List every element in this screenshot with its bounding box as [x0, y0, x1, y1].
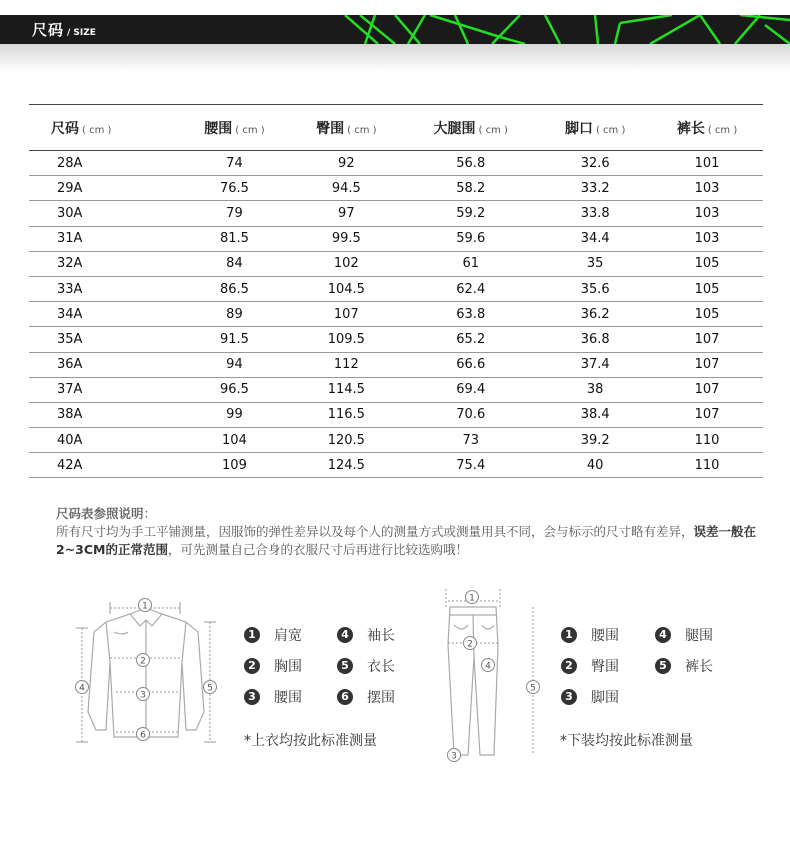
- table-cell: 37A: [29, 377, 179, 402]
- number-badge-icon: 2: [561, 658, 577, 674]
- legend-label: 腿围: [685, 628, 713, 644]
- table-cell: 97: [290, 201, 402, 226]
- table-row: [29, 151, 763, 176]
- table-cell: 29A: [29, 176, 179, 201]
- table-cell: 104: [179, 428, 291, 453]
- legend-item: [561, 656, 619, 676]
- marker-number: 6: [140, 730, 146, 741]
- legend-label: 脚围: [591, 690, 619, 706]
- number-badge-icon: 6: [337, 689, 353, 705]
- shirt-diagram: [68, 592, 228, 752]
- table-cell: 70.6: [402, 402, 539, 427]
- column-header-unit: ( cm ): [235, 124, 265, 136]
- table-cell: 59.2: [402, 201, 539, 226]
- note-heading: 尺码表参照说明: [56, 506, 144, 521]
- number-badge-icon: 3: [561, 689, 577, 705]
- note-colon: ：: [143, 506, 157, 521]
- table-row: [29, 402, 763, 427]
- table-row: [29, 176, 763, 201]
- number-badge-icon: 2: [244, 658, 260, 674]
- number-badge-icon: 3: [244, 689, 260, 705]
- legend-label: 腰围: [274, 690, 302, 706]
- table-cell: 35.6: [539, 276, 651, 301]
- column-header-unit: ( cm ): [595, 124, 626, 136]
- number-badge-icon: 5: [655, 658, 671, 674]
- table-cell: 109: [179, 453, 291, 478]
- marker-number: 2: [467, 639, 473, 650]
- column-header: [29, 105, 179, 151]
- table-cell: 105: [651, 276, 763, 301]
- number-badge-icon: 4: [337, 627, 353, 643]
- column-header: [651, 105, 763, 151]
- column-header-label: 尺码: [51, 120, 79, 137]
- shirt-standard-note: *上衣均按此标准测量: [244, 733, 377, 749]
- marker-number: 4: [79, 683, 85, 694]
- table-cell: 42A: [29, 453, 179, 478]
- note-text-2: ，可先测量自己合身的衣服尺寸后再进行比较选购哦！: [167, 542, 468, 557]
- table-cell: 38.4: [539, 402, 651, 427]
- table-cell: 99: [179, 402, 291, 427]
- table-cell: 107: [651, 402, 763, 427]
- column-header-unit: ( cm ): [478, 124, 508, 136]
- legend-label: 衣长: [367, 659, 395, 675]
- table-cell: 79: [179, 201, 291, 226]
- table-cell: 32.6: [539, 151, 651, 176]
- legend-label: 臀围: [591, 659, 619, 675]
- table-cell: 96.5: [179, 377, 291, 402]
- marker-number: 3: [140, 690, 146, 701]
- column-header-label: 腰围: [204, 120, 233, 137]
- table-header-row: [29, 105, 763, 151]
- table-cell: 61: [402, 251, 539, 276]
- table-cell: 114.5: [290, 377, 402, 402]
- column-header-label: 臀围: [316, 120, 345, 137]
- table-cell: 107: [651, 377, 763, 402]
- legend-item: [561, 687, 619, 707]
- legend-item: [561, 625, 619, 645]
- table-cell: 33.2: [539, 176, 651, 201]
- table-cell: 112: [290, 352, 402, 377]
- table-cell: 91.5: [179, 327, 291, 352]
- table-cell: 35: [539, 251, 651, 276]
- table-cell: 76.5: [179, 176, 291, 201]
- table-cell: 120.5: [290, 428, 402, 453]
- table-cell: 62.4: [402, 276, 539, 301]
- table-cell: 40: [539, 453, 651, 478]
- column-header-unit: ( cm ): [707, 124, 738, 136]
- table-cell: 63.8: [402, 302, 539, 327]
- pants-diagram: [438, 585, 548, 765]
- table-cell: 89: [179, 302, 291, 327]
- column-header: [179, 105, 291, 151]
- marker-number: 1: [142, 601, 148, 612]
- table-cell: 107: [651, 352, 763, 377]
- column-header: [539, 105, 651, 151]
- table-cell: 38A: [29, 402, 179, 427]
- table-cell: 107: [290, 302, 402, 327]
- banner-shadow: [0, 44, 790, 72]
- table-row: [29, 302, 763, 327]
- table-cell: 105: [651, 251, 763, 276]
- table-row: [29, 428, 763, 453]
- table-cell: 56.8: [402, 151, 539, 176]
- table-cell: 101: [651, 151, 763, 176]
- table-cell: 58.2: [402, 176, 539, 201]
- table-cell: 28A: [29, 151, 179, 176]
- table-cell: 69.4: [402, 377, 539, 402]
- table-cell: 92: [290, 151, 402, 176]
- table-cell: 102: [290, 251, 402, 276]
- table-row: [29, 352, 763, 377]
- table-cell: 34A: [29, 302, 179, 327]
- table-cell: 74: [179, 151, 291, 176]
- marker-number: 2: [140, 656, 146, 667]
- legend-label: 袖长: [367, 628, 395, 644]
- table-row: [29, 251, 763, 276]
- table-cell: 86.5: [179, 276, 291, 301]
- green-lines-decoration: [0, 15, 790, 44]
- table-cell: 103: [651, 226, 763, 251]
- number-badge-icon: 1: [561, 627, 577, 643]
- legend-item: [655, 656, 713, 676]
- table-row: [29, 201, 763, 226]
- marker-number: 3: [451, 751, 457, 762]
- column-header-unit: ( cm ): [347, 124, 377, 136]
- table-row: [29, 327, 763, 352]
- marker-number: 5: [530, 683, 536, 694]
- legend-label: 裤长: [685, 659, 713, 675]
- table-row: [29, 377, 763, 402]
- number-badge-icon: 1: [244, 627, 260, 643]
- header-banner: [0, 15, 790, 44]
- size-table: [29, 104, 763, 478]
- table-cell: 65.2: [402, 327, 539, 352]
- pants-standard-note: *下装均按此标准测量: [560, 733, 693, 749]
- note-text-1: 所有尺寸均为手工平铺测量，因服饰的弹性差异以及每个人的测量方式或测量用具不同，会与标示的尺寸略有差异，: [56, 524, 694, 539]
- banner-title: [32, 19, 96, 40]
- table-cell: 109.5: [290, 327, 402, 352]
- number-badge-icon: 5: [337, 658, 353, 674]
- table-cell: 33A: [29, 276, 179, 301]
- column-header: [290, 105, 402, 151]
- column-header-label: 大腿围: [433, 120, 476, 137]
- table-cell: 105: [651, 302, 763, 327]
- legend-item: [244, 625, 302, 645]
- marker-number: 4: [485, 661, 491, 672]
- column-header-unit: ( cm ): [82, 124, 112, 136]
- table-cell: 116.5: [290, 402, 402, 427]
- legend-item: [244, 656, 302, 676]
- table-cell: 107: [651, 327, 763, 352]
- table-cell: 36A: [29, 352, 179, 377]
- table-cell: 32A: [29, 251, 179, 276]
- table-cell: 33.8: [539, 201, 651, 226]
- table-cell: 40A: [29, 428, 179, 453]
- legend-item: [337, 656, 395, 676]
- table-cell: 30A: [29, 201, 179, 226]
- legend-item: [655, 625, 713, 645]
- legend-item: [244, 687, 302, 707]
- legend-item: [337, 625, 395, 645]
- table-cell: 110: [651, 453, 763, 478]
- table-cell: 38: [539, 377, 651, 402]
- banner-subtitle: / SIZE: [67, 28, 96, 38]
- table-cell: 104.5: [290, 276, 402, 301]
- table-cell: 75.4: [402, 453, 539, 478]
- table-row: [29, 226, 763, 251]
- size-note: [56, 505, 766, 559]
- legend-label: 摆围: [367, 690, 395, 706]
- table-cell: 39.2: [539, 428, 651, 453]
- table-row: [29, 453, 763, 478]
- table-cell: 36.2: [539, 302, 651, 327]
- marker-number: 5: [207, 683, 213, 694]
- table-cell: 36.8: [539, 327, 651, 352]
- table-cell: 94: [179, 352, 291, 377]
- table-cell: 34.4: [539, 226, 651, 251]
- legend-label: 胸围: [274, 659, 302, 675]
- column-header-label: 脚口: [564, 120, 593, 137]
- marker-number: 1: [469, 593, 475, 604]
- table-cell: 103: [651, 201, 763, 226]
- column-header-label: 裤长: [676, 120, 705, 137]
- table-cell: 110: [651, 428, 763, 453]
- banner-title-text: 尺码: [32, 21, 65, 39]
- note-emphasis: 误差一般在2~3CM的正常范围: [56, 524, 757, 557]
- table-cell: 99.5: [290, 226, 402, 251]
- table-cell: 73: [402, 428, 539, 453]
- table-row: [29, 276, 763, 301]
- table-cell: 31A: [29, 226, 179, 251]
- table-cell: 35A: [29, 327, 179, 352]
- table-cell: 37.4: [539, 352, 651, 377]
- table-cell: 59.6: [402, 226, 539, 251]
- table-cell: 94.5: [290, 176, 402, 201]
- legend-label: 肩宽: [274, 628, 302, 644]
- table-cell: 66.6: [402, 352, 539, 377]
- table-cell: 103: [651, 176, 763, 201]
- table-cell: 84: [179, 251, 291, 276]
- table-body: [29, 151, 763, 478]
- number-badge-icon: 4: [655, 627, 671, 643]
- table-cell: 81.5: [179, 226, 291, 251]
- column-header: [402, 105, 539, 151]
- table-cell: 124.5: [290, 453, 402, 478]
- legend-label: 腰围: [591, 628, 619, 644]
- legend-item: [337, 687, 395, 707]
